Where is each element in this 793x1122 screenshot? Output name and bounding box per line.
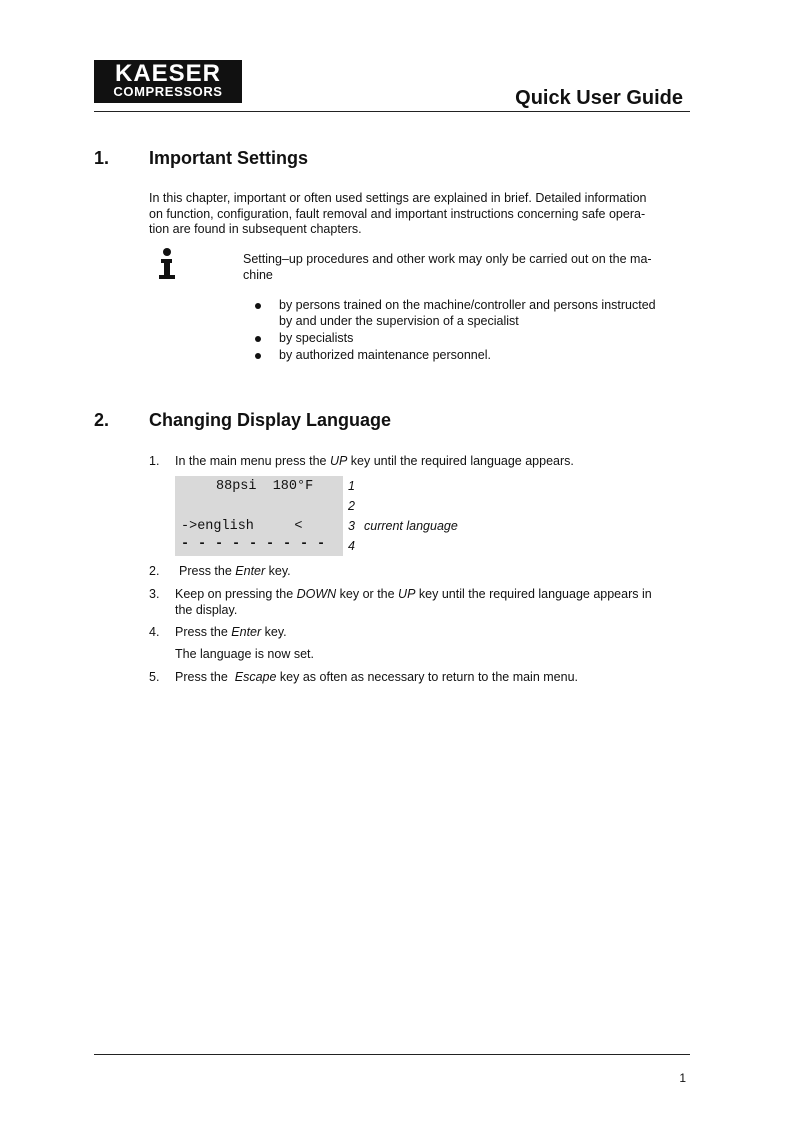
- list-item-line: by and under the supervision of a specialist: [279, 313, 519, 328]
- display-line-4: - - - - - - - - -: [181, 537, 326, 552]
- info-icon: [156, 247, 178, 281]
- display-line-1: 88psi 180°F: [216, 479, 314, 494]
- personnel-list: [254, 298, 704, 365]
- step-text: Press the: [179, 564, 236, 578]
- key-name: Escape: [234, 670, 277, 684]
- key-name: Enter: [231, 625, 262, 639]
- header-divider: [94, 111, 690, 112]
- list-item-line: by persons trained on the machine/controller and persons instructed: [279, 298, 656, 312]
- key-name: DOWN: [296, 587, 337, 601]
- list-item-line: by authorized maintenance personnel.: [279, 347, 491, 362]
- step-1-text: [175, 454, 695, 470]
- list-item: [254, 348, 704, 364]
- step-text: Press the: [175, 625, 232, 639]
- step-2-number: 2.: [149, 564, 160, 578]
- key-name: UP: [398, 587, 416, 601]
- intro-line: tion are found in subsequent chapters.: [149, 222, 362, 236]
- kaeser-logo: [94, 60, 242, 103]
- section-2-title: Changing Display Language: [149, 410, 392, 430]
- page-number: 1: [679, 1071, 686, 1085]
- step-text: Keep on pressing the: [175, 587, 297, 601]
- controller-display: [175, 476, 343, 556]
- list-item: [254, 331, 704, 347]
- note-line: Setting–up procedures and other work may only be carried out on the ma-: [243, 252, 652, 266]
- display-line-number: 4: [348, 539, 355, 553]
- section-1-number: 1.: [94, 148, 110, 168]
- step-text: key.: [265, 564, 291, 578]
- note-line: chine: [243, 267, 273, 282]
- step-text: key until the required language appears in: [415, 587, 652, 601]
- intro-line: In this chapter, important or often used settings are explained in brief. Detailed information: [149, 191, 647, 205]
- step-text: key until the required language appears.: [347, 454, 574, 468]
- list-item-line: by specialists: [279, 330, 354, 345]
- step-5-text: [175, 670, 690, 686]
- document-title: Quick User Guide: [515, 87, 683, 109]
- step-1-number: 1.: [149, 454, 160, 468]
- logo-sub-text: COMPRESSORS: [113, 84, 223, 99]
- key-name: Enter: [235, 564, 266, 578]
- current-language-note: current language: [364, 519, 458, 533]
- step-2-text: [179, 564, 689, 580]
- display-line-number: 1: [348, 479, 355, 493]
- footer-divider: [94, 1054, 690, 1055]
- step-line: the display.: [175, 602, 238, 617]
- step-text: Press the: [175, 670, 235, 684]
- step-4-result: The language is now set.: [175, 647, 314, 661]
- intro-line: on function, configuration, fault removal and important instructions concerning safe opera-: [149, 206, 646, 221]
- key-name: UP: [329, 454, 348, 468]
- step-4-text: [175, 625, 685, 641]
- display-line-number: 3: [348, 519, 355, 533]
- step-text: key or the: [336, 587, 399, 601]
- step-3-text: [175, 587, 690, 618]
- step-text: key.: [261, 625, 287, 639]
- display-line-number: 2: [348, 499, 355, 513]
- display-line-3: ->english <: [181, 519, 303, 534]
- list-item: [254, 298, 704, 329]
- section-1-intro: [149, 191, 709, 238]
- section-1-title: Important Settings: [149, 148, 309, 168]
- section-2-number: 2.: [94, 410, 110, 430]
- step-text: key as often as necessary to return to the main menu.: [276, 670, 578, 684]
- step-text: In the main menu press the: [175, 454, 330, 468]
- step-4-number: 4.: [149, 625, 160, 639]
- logo-main-text: KAESER: [114, 60, 222, 87]
- step-line: [175, 587, 690, 603]
- safety-note: [243, 252, 693, 283]
- step-5-number: 5.: [149, 670, 160, 684]
- step-3-number: 3.: [149, 587, 160, 601]
